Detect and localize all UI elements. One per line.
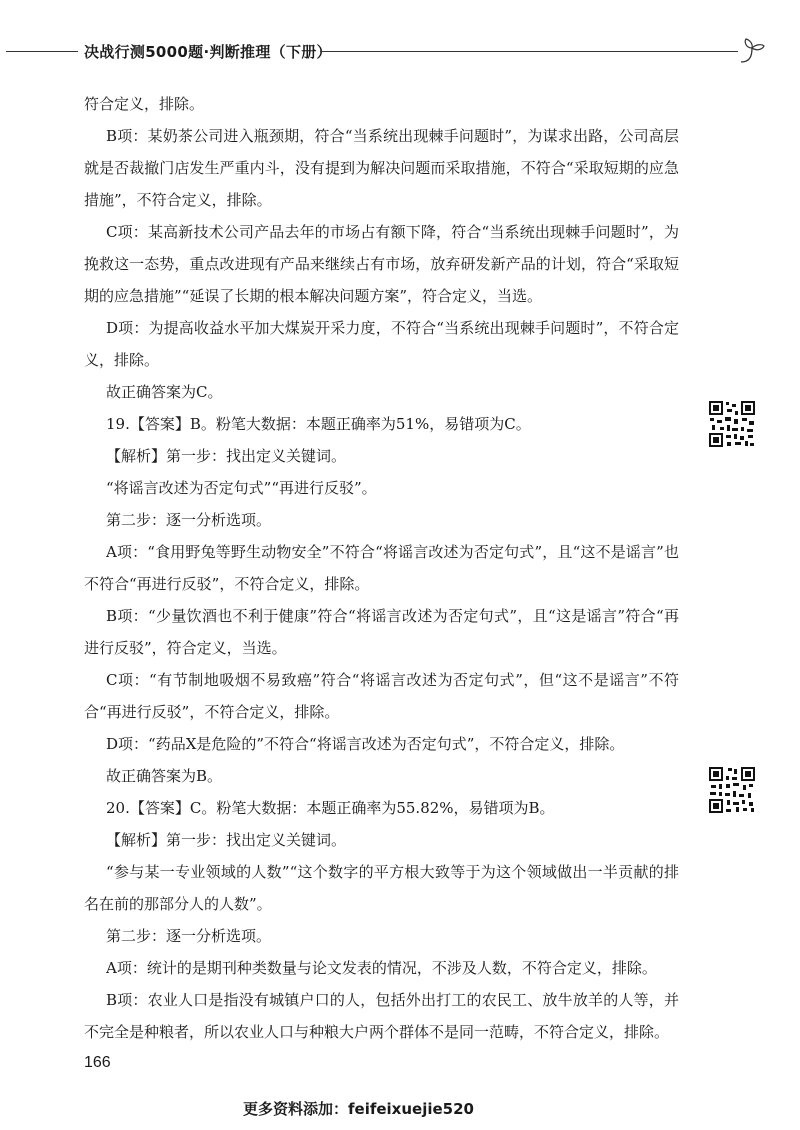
paragraph: A项：统计的是期刊种类数量与论文发表的情况，不涉及人数，不符合定义，排除。 (106, 959, 657, 977)
paragraph: D项：“药品X是危险的”不符合“将谣言改述为否定句式”，不符合定义，排除。 (106, 735, 625, 753)
paragraph: “参与某一专业领域的人数”“这个数字的平方根大致等于为这个领域做出一半贡献的排名在前的那部分人的人数”。 (84, 863, 679, 913)
paragraph: C项：“有节制地吸烟不易致癌”符合“将谣言改述为否定句式”，但“这不是谣言”不符合“再进行反驳”，不符合定义，排除。 (84, 671, 679, 721)
header-rule-right (320, 51, 738, 52)
sprout-icon (738, 36, 768, 66)
answer-line: 19.【答案】B。粉笔大数据：本题正确率为51%，易错项为C。 (106, 415, 531, 433)
paragraph: 【解析】第一步：找出定义关键词。 (106, 831, 347, 849)
paragraph: 第二步：逐一分析选项。 (106, 927, 272, 945)
answer-line: 20.【答案】C。粉笔大数据：本题正确率为55.82%，易错项为B。 (106, 799, 555, 817)
page-content (84, 88, 679, 1048)
page-number: 166 (84, 1054, 111, 1071)
paragraph: D项：为提高收益水平加大煤炭开采力度，不符合“当系统出现棘手问题时”，不符合定义，排除。 (84, 319, 679, 369)
paragraph: A项：“食用野兔等野生动物安全”不符合“将谣言改述为否定句式”，且“这不是谣言”也不符合“再进行反驳”，不符合定义，排除。 (84, 543, 679, 593)
paragraph: B项：农业人口是指没有城镇户口的人，包括外出打工的农民工、放牛放羊的人等，并不完全是种粮者，所以农业人口与种粮大户两个群体不是同一范畴，不符合定义，排除。 (84, 991, 679, 1041)
header-title: 决战行测5000题·判断推理（下册） (84, 43, 332, 61)
paragraph: 故正确答案为B。 (106, 767, 223, 785)
footer-note: 更多资料添加：feifeixuejie520 (243, 1100, 474, 1118)
paragraph: C项：某高新技术公司产品去年的市场占有额下降，符合“当系统出现棘手问题时”，为挽救这一态势，重点改进现有产品来继续占有市场，放弃研发新产品的计划，符合“采取短期的应急措施”“延误了长期的根本解决问题方案”，符合定义，当选。 (84, 223, 679, 305)
paragraph: “将谣言改述为否定句式”“再进行反驳”。 (106, 479, 377, 497)
paragraph: 第二步：逐一分析选项。 (106, 511, 272, 529)
qr-code-icon[interactable] (708, 766, 756, 814)
paragraph: B项：“少量饮酒也不利于健康”符合“将谣言改述为否定句式”，且“这是谣言”符合“再进行反驳”，符合定义，当选。 (84, 607, 679, 657)
paragraph: B项：某奶茶公司进入瓶颈期，符合“当系统出现棘手问题时”，为谋求出路，公司高层就是否裁撤门店发生严重内斗，没有提到为解决问题而采取措施，不符合“采取短期的应急措施”，不符合定义，排除。 (84, 127, 679, 209)
header-rule-left (6, 51, 78, 52)
paragraph: 符合定义，排除。 (84, 95, 205, 113)
paragraph: 故正确答案为C。 (106, 383, 223, 401)
qr-code-icon[interactable] (708, 400, 756, 448)
paragraph: 【解析】第一步：找出定义关键词。 (106, 447, 347, 465)
running-header (0, 36, 800, 66)
